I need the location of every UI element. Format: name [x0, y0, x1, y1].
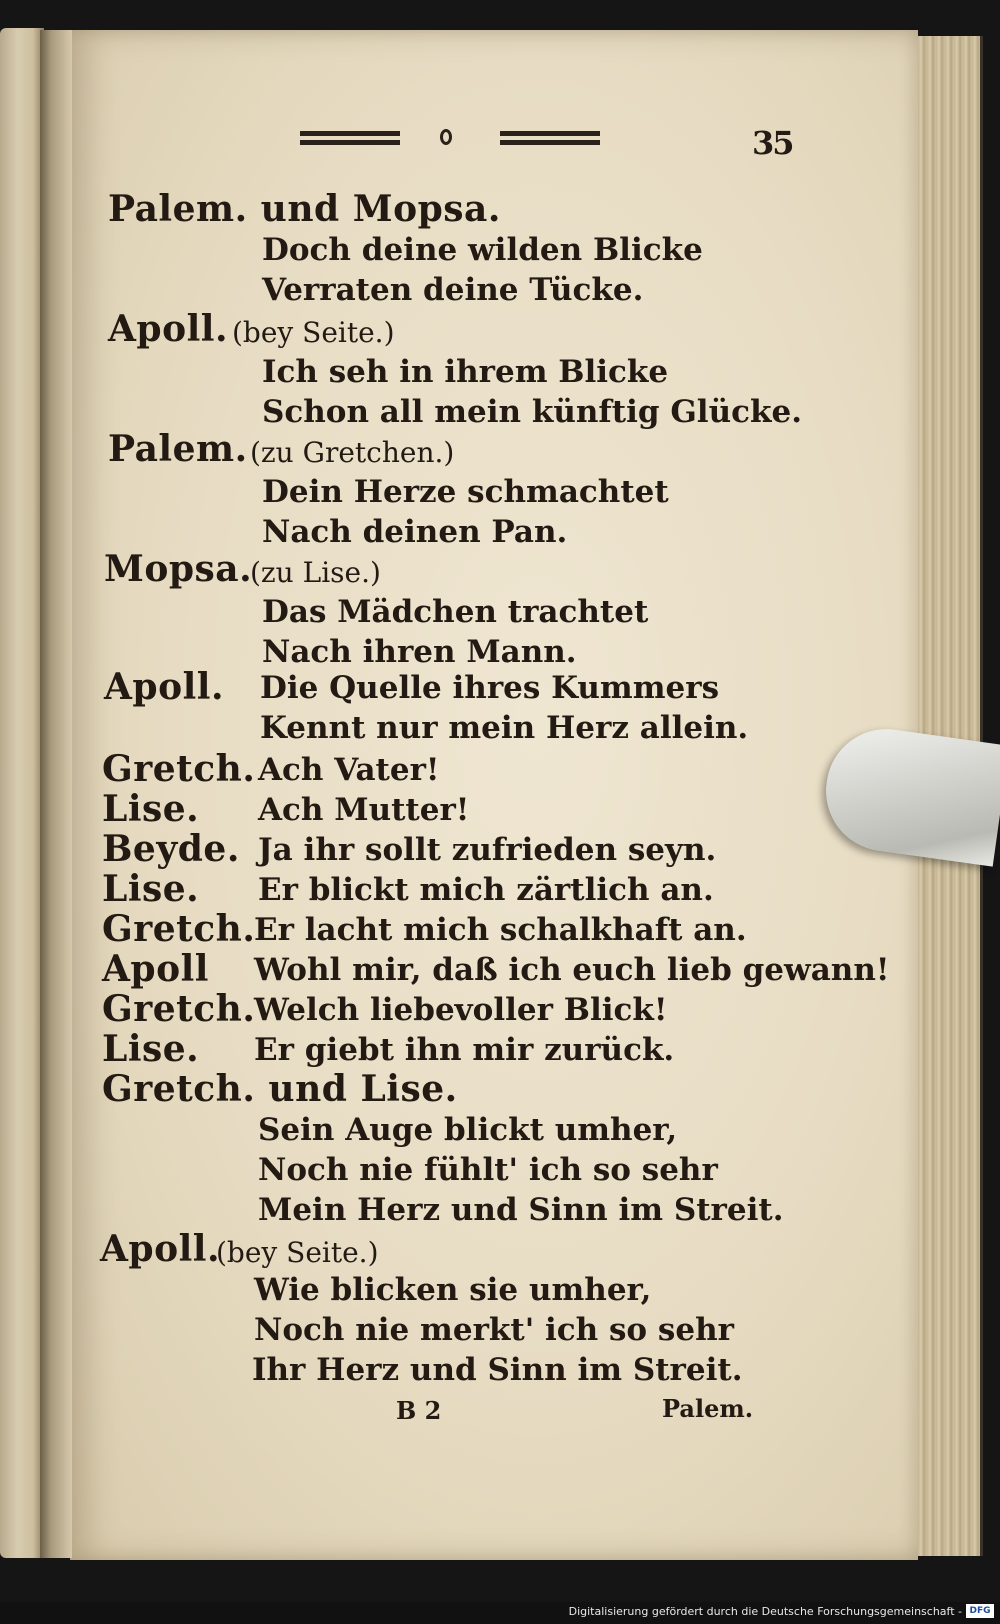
- verse-line: Er lacht mich schalkhaft an.: [254, 912, 747, 948]
- speaker-label: Gretch. und Lise.: [102, 1068, 458, 1110]
- speaker-label: Mopsa.: [104, 548, 253, 590]
- verse-line: Welch liebevoller Blick!: [254, 992, 668, 1028]
- verse-line: Kennt nur mein Herz allein.: [260, 710, 749, 746]
- verse-line: Ach Mutter!: [258, 792, 470, 828]
- speaker-label: Palem.: [108, 428, 248, 470]
- verse-line: Ich seh in ihrem Blicke: [262, 354, 669, 390]
- verse-line: Nach deinen Pan.: [262, 514, 568, 550]
- verse-line: Wie blicken sie umher,: [254, 1272, 652, 1308]
- verse-line: Sein Auge blickt umher,: [258, 1112, 678, 1148]
- verse-line: Ja ihr sollt zufrieden seyn.: [258, 832, 717, 868]
- book-gutter: [40, 30, 72, 1558]
- stage-direction: (bey Seite.): [232, 316, 395, 349]
- verse-line: Verraten deine Tücke.: [262, 272, 644, 308]
- speaker-label: Apoll.: [104, 666, 224, 708]
- speaker-label: Gretch.: [102, 988, 256, 1030]
- verse-line: Ach Vater!: [258, 752, 440, 788]
- verse-line: Schon all mein künftig Glücke.: [262, 394, 802, 430]
- catchword: Palem.: [662, 1394, 754, 1423]
- speaker-label: Lise.: [102, 868, 200, 910]
- speaker-label: Palem. und Mopsa.: [108, 188, 501, 230]
- stage-direction: (bey Seite.): [216, 1236, 379, 1269]
- funding-credit: Digitalisierung gefördert durch die Deutsche Forschungsgemeinschaft -: [568, 1605, 962, 1618]
- verse-line: Er giebt ihn mir zurück.: [254, 1032, 675, 1068]
- verse-line: Das Mädchen trachtet: [262, 594, 649, 630]
- header-rule-left: [300, 128, 400, 148]
- verse-line: Die Quelle ihres Kummers: [260, 670, 720, 706]
- verse-line: Er blickt mich zärtlich an.: [258, 872, 714, 908]
- stage-direction: (zu Lise.): [250, 556, 381, 589]
- verse-line: Ihr Herz und Sinn im Streit.: [252, 1352, 743, 1388]
- stage-direction: (zu Gretchen.): [250, 436, 455, 469]
- verse-line: Mein Herz und Sinn im Streit.: [258, 1192, 784, 1228]
- facing-page-edge: [0, 28, 44, 1558]
- speaker-label: Gretch.: [102, 908, 256, 950]
- header-ornament: [440, 129, 452, 145]
- verse-line: Dein Herze schmachtet: [262, 474, 669, 510]
- verse-line: Nach ihren Mann.: [262, 634, 577, 670]
- verse-line: Doch deine wilden Blicke: [262, 232, 703, 268]
- verse-line: Wohl mir, daß ich euch lieb gewann!: [254, 952, 890, 988]
- speaker-label: Lise.: [102, 1028, 200, 1070]
- speaker-label: Lise.: [102, 788, 200, 830]
- speaker-label: Gretch.: [102, 748, 256, 790]
- page-number: 35: [752, 124, 793, 162]
- speaker-label: Apoll.: [100, 1228, 220, 1270]
- verse-line: Noch nie fühlt' ich so sehr: [258, 1152, 718, 1188]
- header-rule-right: [500, 128, 600, 148]
- speaker-label: Beyde.: [102, 828, 240, 870]
- dfg-logo: DFG: [966, 1604, 994, 1618]
- verse-line: Noch nie merkt' ich so sehr: [254, 1312, 734, 1348]
- speaker-label: Apoll: [102, 948, 209, 990]
- signature-mark: B 2: [396, 1396, 442, 1425]
- speaker-label: Apoll.: [108, 308, 228, 350]
